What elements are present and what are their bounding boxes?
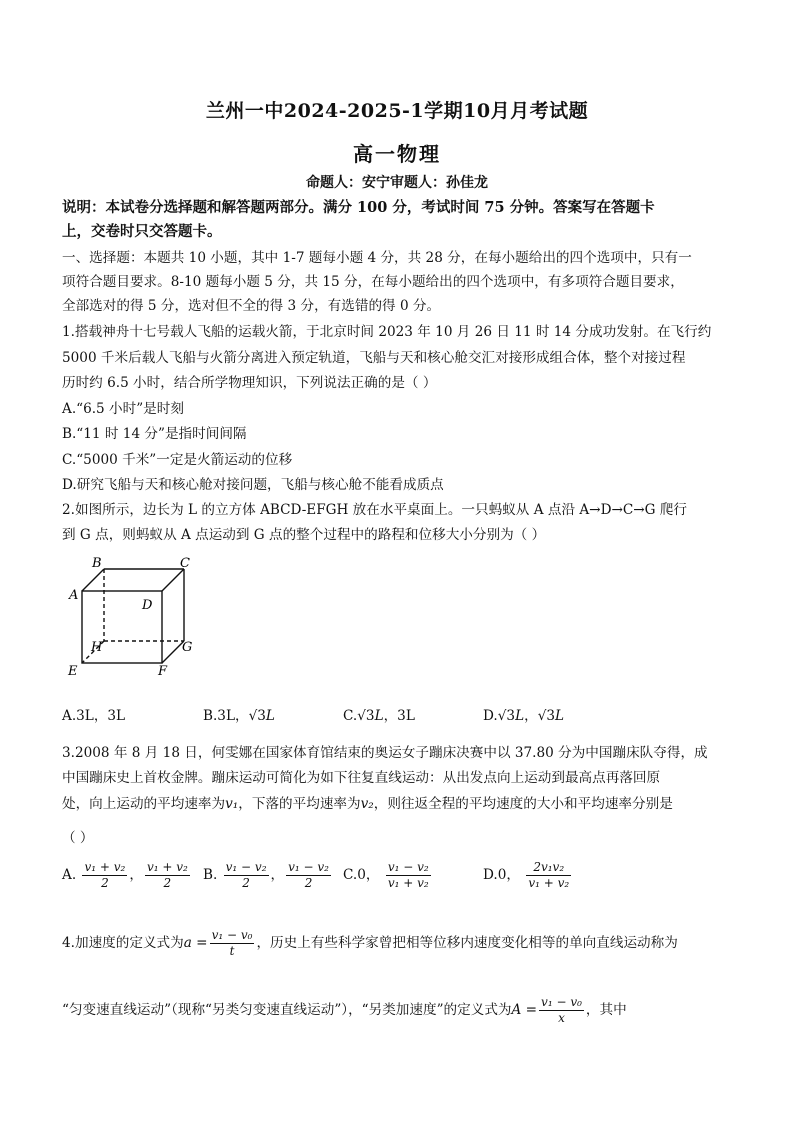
frac-denominator: 2	[304, 876, 313, 890]
q2-option-b-l: L	[265, 708, 275, 724]
vertex-label-b: B	[92, 556, 102, 571]
vertex-label-d: D	[142, 598, 153, 613]
q4-formula-alt-a: A =	[511, 1002, 538, 1018]
q1-stem-line-3: 历时约 6.5 小时，结合所学物理知识，下列说法正确的是（ ）	[62, 375, 437, 391]
section1-line-3: 全部选对的得 5 分，选对但不全的得 3 分，有选错的得 0 分。	[62, 298, 441, 314]
q3-stem-part-c: ，则往返全程的平均速度的大小和平均速率分别是	[373, 796, 673, 812]
frac-denominator: 2	[101, 876, 109, 890]
q3-stem-part-b: ，下落的平均速率为	[238, 796, 361, 812]
q2-stem-line-1: 2.如图所示，边长为 L 的立方体 ABCD-EFGH 放在水平桌面上。一只蚂蚁从 A 点沿 A→D→C→G 爬行	[62, 502, 688, 518]
q2-stem-line-2: 到 G 点，则蚂蚁从 A 点运动到 G 点的整个过程中的路程和位移大小分别为（ ）	[62, 527, 546, 543]
separator: ，	[270, 867, 285, 883]
q2-option-b-label: B.3L，	[203, 708, 249, 724]
q1-option-d: D.研究飞船与天和核心舱对接问题，飞船与核心舱不能看成质点	[62, 477, 444, 493]
q2-option-b	[203, 704, 275, 724]
q4-formula-frac-2	[539, 995, 584, 1026]
q2-option-a: A.3L，3L	[62, 708, 126, 724]
q3-option-a	[62, 860, 192, 891]
q3-option-b-label: B.	[203, 867, 218, 883]
frac-numerator: v₁ − v₂	[225, 860, 267, 874]
exam-title: 兰州一中2024-2025-1学期10月月考试题	[205, 100, 589, 122]
q2-option-d-l-1: L	[515, 708, 525, 724]
q3-symbol-v1: v₁	[225, 796, 239, 812]
frac-denominator: x	[558, 1011, 565, 1025]
vertex-label-h: H	[91, 640, 103, 655]
vertex-label-f: F	[158, 664, 168, 679]
vertex-label-e: E	[68, 664, 78, 679]
q2-option-c-l: L	[374, 708, 384, 724]
frac-numerator: v₁ + v₂	[146, 860, 188, 874]
q2-option-d-label: D.	[483, 708, 498, 724]
q3-stem-line-2: 中国蹦床史上首枚金牌。蹦床运动可简化为如下往复直线运动：从出发点向上运动到最高点再落回原	[62, 770, 661, 786]
q2-option-d-sqrt-2: √3	[537, 708, 555, 724]
q3-option-b-frac-2	[286, 860, 331, 891]
q4-stem-part-b: ，历史上有些科学家曾把相等位移内速度变化相等的单向直线运动称为	[256, 935, 678, 951]
q4-stem-line-2	[62, 995, 742, 1026]
q2-option-c	[343, 704, 415, 724]
q2-option-c-rest: ，3L	[383, 708, 415, 724]
q3-symbol-v2: v₂	[360, 796, 374, 812]
separator: ，	[129, 867, 143, 883]
q2-option-d-sqrt-1: √3	[497, 708, 516, 724]
q4-stem-part-a: 4.加速度的定义式为	[62, 935, 184, 951]
q2-option-d-l-2: L	[555, 708, 565, 724]
cube-diagram	[60, 555, 210, 680]
section1-line-1: 一、选择题：本题共 10 小题，其中 1-7 题每小题 4 分，共 28 分，在每小题给出的四个选项中，只有一	[62, 250, 692, 266]
q4-stem-part-d: ，其中	[585, 1002, 627, 1018]
q2-option-c-label: C.	[343, 708, 358, 724]
q3-option-c-frac	[386, 860, 431, 891]
frac-denominator: t	[229, 944, 235, 958]
q4-formula-frac-1	[210, 928, 255, 959]
q1-stem-line-2: 5000 千米后载人飞船与火箭分离进入预定轨道，飞船与天和核心舱交汇对接形成组合体，整个对接过程	[62, 350, 686, 366]
frac-denominator: 2	[242, 876, 250, 890]
q3-stem-line-1: 3.2008 年 8 月 18 日，何雯娜在国家体育馆结束的奥运女子蹦床决赛中以 37.80 分为中国蹦床队夺得，成	[62, 745, 708, 761]
q2-option-d	[483, 704, 564, 724]
frac-denominator: v₁ + v₂	[387, 876, 429, 890]
frac-denominator: v₁ + v₂	[528, 876, 570, 890]
q3-option-d-frac	[526, 860, 571, 891]
q1-option-a: A.“6.5 小时”是时刻	[62, 401, 184, 417]
q3-option-c-label: C.0，	[343, 867, 380, 883]
q4-formula-a: a =	[183, 935, 208, 951]
vertex-label-g: G	[182, 640, 193, 655]
frac-numerator: v₁ − v₀	[211, 928, 253, 942]
q3-option-b-frac-1	[224, 860, 269, 891]
q3-option-d-label: D.0，	[483, 867, 520, 883]
vertex-label-a: A	[69, 588, 79, 603]
q3-option-a-frac-2	[145, 860, 190, 891]
q3-option-c	[343, 860, 433, 891]
exam-authors: 命题人：安宁审题人：孙佳龙	[306, 175, 488, 191]
q4-stem-part-c: “匀变速直线运动”（现称“另类匀变速直线运动”），“另类加速度”的定义式为	[62, 1002, 512, 1018]
frac-numerator: v₁ − v₂	[387, 860, 429, 874]
frac-denominator: 2	[163, 876, 172, 890]
section1-line-2: 项符合题目要求。8-10 题每小题 5 分，共 15 分，在每小题给出的四个选项中，有多项符合题目要求，	[62, 274, 684, 290]
q3-option-a-frac-1	[82, 860, 127, 891]
q1-option-b: B.“11 时 14 分”是指时间间隔	[62, 426, 247, 442]
q3-answer-paren: （ ）	[62, 830, 94, 846]
frac-numerator: v₁ − v₀	[541, 995, 582, 1009]
q3-stem-line-3	[62, 792, 742, 812]
q2-option-c-sqrt: √3	[357, 708, 375, 724]
frac-numerator: v₁ − v₂	[288, 860, 329, 874]
q3-option-b	[203, 860, 333, 891]
q1-stem-line-1: 1.搭载神舟十七号载人飞船的运载火箭，于北京时间 2023 年 10 月 26 日 11 时 14 分成功发射。在飞行约	[62, 324, 712, 340]
notice-line-2: 上，交卷时只交答题卡。	[62, 223, 222, 240]
q3-option-a-label: A.	[62, 867, 77, 883]
q4-stem-line-1	[62, 928, 742, 959]
q2-option-b-sqrt: √3	[248, 708, 266, 724]
notice-line-1: 说明：本试卷分选择题和解答题两部分。满分 100 分，考试时间 75 分钟。答案写在答题卡	[62, 199, 655, 216]
exam-subject: 高一物理	[353, 142, 441, 166]
q3-option-d	[483, 860, 573, 891]
q3-stem-part-a: 处，向上运动的平均速率为	[62, 796, 226, 812]
q2-option-d-sep: ，	[524, 708, 538, 724]
frac-numerator: 2v₁v₂	[526, 860, 571, 876]
vertex-label-c: C	[180, 556, 190, 571]
q1-option-c: C.“5000 千米”一定是火箭运动的位移	[62, 452, 293, 468]
frac-numerator: v₁ + v₂	[84, 860, 126, 874]
